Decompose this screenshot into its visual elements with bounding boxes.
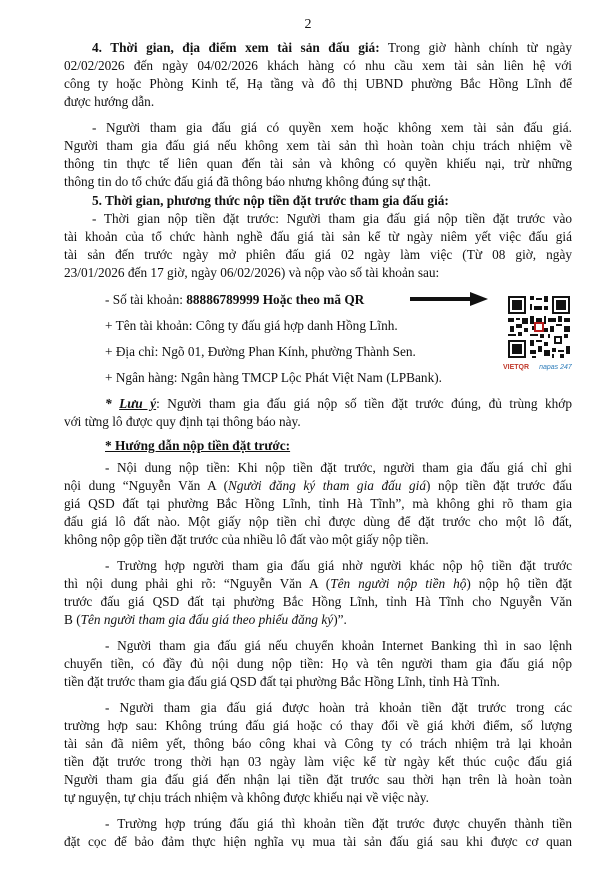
vietqr-logo: VIETQR xyxy=(503,364,530,371)
qr-code-icon xyxy=(506,294,572,360)
s4-line-8: thông tin do tổ chức đấu giá đã thông báo nhưng không đúng sự thật. xyxy=(64,174,431,189)
c4-line-3: tài sản đã niêm yết, thông báo công khai và Công ty có trách nhiệm trả lại khoản xyxy=(64,736,572,751)
s5-heading: 5. Thời gian, phương thức nộp tiền đặt trước tham gia đấu giá: xyxy=(92,193,449,208)
qr-caption xyxy=(503,362,575,374)
c3-line-2: chuyển tiền, có đầy đủ nội dung nộp tiền: Họ và tên người tham gia đấu giá nộp xyxy=(64,656,572,671)
c1-line-4: đấu giá lô đất nào. Một giấy nộp tiền chỉ được dùng để đặt trước cho một lô đất, xyxy=(64,514,572,529)
guide-heading: * Hướng dẫn nộp tiền đặt trước: xyxy=(105,438,291,453)
bank-address: + Địa chỉ: Ngõ 01, Đường Phan Kính, phường Thành Sen. xyxy=(105,344,416,359)
c3-line-3: tiền đặt trước tham gia đấu giá QSD đất tại phường Bắc Hồng Lĩnh, tỉnh Hà Tĩnh. xyxy=(64,674,500,689)
s4-line-4: được hướng dẫn. xyxy=(64,94,155,109)
s4-line-1: 4. Thời gian, địa điểm xem tài sản đấu giá: Trong giờ hành chính từ ngày xyxy=(92,40,572,55)
c1-line-2: nội dung “Nguyễn Văn A (Người đăng ký tham gia đấu giá) nộp tiền đặt trước đấu xyxy=(64,478,572,493)
c4-line-6: tự nguyện, tự chịu trách nhiệm và không được khiếu nại về việc này. xyxy=(64,790,429,805)
page-number: 2 xyxy=(304,17,312,32)
s4-line-5: - Người tham gia đấu giá có quyền xem hoặc không xem tài sản đấu giá. xyxy=(92,120,572,135)
s5-line-2: tài khoản của tổ chức hành nghề đấu giá tài sản kể từ ngày niêm yết việc đấu giá xyxy=(64,229,572,244)
napas-logo: napas 247 xyxy=(539,364,572,371)
note-line-2: với từng lô được quy định tại thông báo này. xyxy=(64,414,301,429)
c4-line-4: tiền đặt trước trong thời hạn 03 ngày làm việc kể từ ngày kết thúc cuộc đấu giá xyxy=(64,754,572,769)
c1-line-1: - Nội dung nộp tiền: Khi nộp tiền đặt trước, người tham gia đấu giá chỉ ghi xyxy=(105,460,572,475)
s5-line-4: 23/01/2026 đến 17 giờ, ngày 06/02/2026) và nộp vào số tài khoản sau: xyxy=(64,265,440,280)
c5-line-2: đặt cọc để bảo đảm thực hiện nghĩa vụ mua tài sản đấu giá sau khi được cơ quan xyxy=(64,834,572,849)
arrow-right-icon xyxy=(410,292,488,306)
c2-line-2: thì nội dung phải ghi rõ: “Nguyễn Văn A (Tên người nộp tiền hộ) nộp hộ tiền đặt xyxy=(64,576,572,591)
s4-line-7: thông tin thực tế liên quan đến tài sản và không có quyền khiếu nại, trừ những xyxy=(64,156,572,171)
s4-line-3: công ty hoặc Phòng Kinh tế, Hạ tầng và đô thị UBND phường Bắc Hồng Lĩnh để xyxy=(64,76,572,91)
c4-line-5: Người tham gia đấu giá đến nhận lại tiền đặt trước sau thời hạn trên là hoàn toàn xyxy=(64,772,572,787)
c2-line-1: - Trường hợp người tham gia đấu giá nhờ người khác nộp hộ tiền đặt trước xyxy=(105,558,572,573)
note-line-1: * Lưu ý: Người tham gia đấu giá nộp số tiền đặt trước đúng, đủ trùng khớp xyxy=(105,396,572,411)
c2-line-3: trước đấu giá QSD đất tại phường Bắc Hồng Lĩnh, tỉnh Hà Tĩnh cho Nguyễn Văn xyxy=(64,594,572,609)
c4-line-2: trường hợp sau: Không trúng đấu giá hoặc có thay đổi về giá khởi điểm, số lượng xyxy=(64,718,572,733)
account-number: 88886789999 Hoặc theo mã QR xyxy=(186,292,365,307)
account-number-line: - Số tài khoản: 88886789999 Hoặc theo mã QR xyxy=(105,292,365,307)
c2-line-4: B (Tên người tham gia đấu giá theo phiếu đăng ký)”. xyxy=(64,612,347,627)
s5-line-3: tài sản đến trước ngày mở phiên đấu giá 02 ngày làm việc (Từ 08 giờ, ngày xyxy=(64,247,572,262)
c5-line-1: - Trường hợp trúng đấu giá thì khoản tiền đặt trước được chuyển thành tiền xyxy=(105,816,572,831)
s4-line-2: 02/02/2026 đến ngày 04/02/2026 khách hàng có nhu cầu xem tài sản liên hệ với xyxy=(64,58,572,73)
c1-line-5: không nộp gộp tiền đặt trước của nhiều lô đất vào một giấy nộp tiền. xyxy=(64,532,429,547)
account-name: + Tên tài khoản: Công ty đấu giá hợp danh Hồng Lĩnh. xyxy=(105,318,398,333)
bank-name: + Ngân hàng: Ngân hàng TMCP Lộc Phát Việt Nam (LPBank). xyxy=(105,370,442,385)
s5-line-1: - Thời gian nộp tiền đặt trước: Người tham gia đấu giá nộp tiền đặt trước vào xyxy=(92,211,572,226)
c4-line-1: - Người tham gia đấu giá được hoàn trả khoản tiền đặt trước trong các xyxy=(105,700,572,715)
c1-line-3: giá QSD đất tại phường Bắc Hồng Lĩnh, tỉnh Hà Tĩnh”, mà không ghi rõ tham gia xyxy=(64,496,572,511)
c3-line-1: - Người tham gia đấu giá nếu chuyển khoản Internet Banking thì in sao lệnh xyxy=(105,638,572,653)
s4-line-6: Người tham gia đấu giá nếu không xem tài sản thì hoàn toàn chịu trách nhiệm về xyxy=(64,138,572,153)
s4-heading: 4. Thời gian, địa điểm xem tài sản đấu giá: xyxy=(92,40,380,55)
